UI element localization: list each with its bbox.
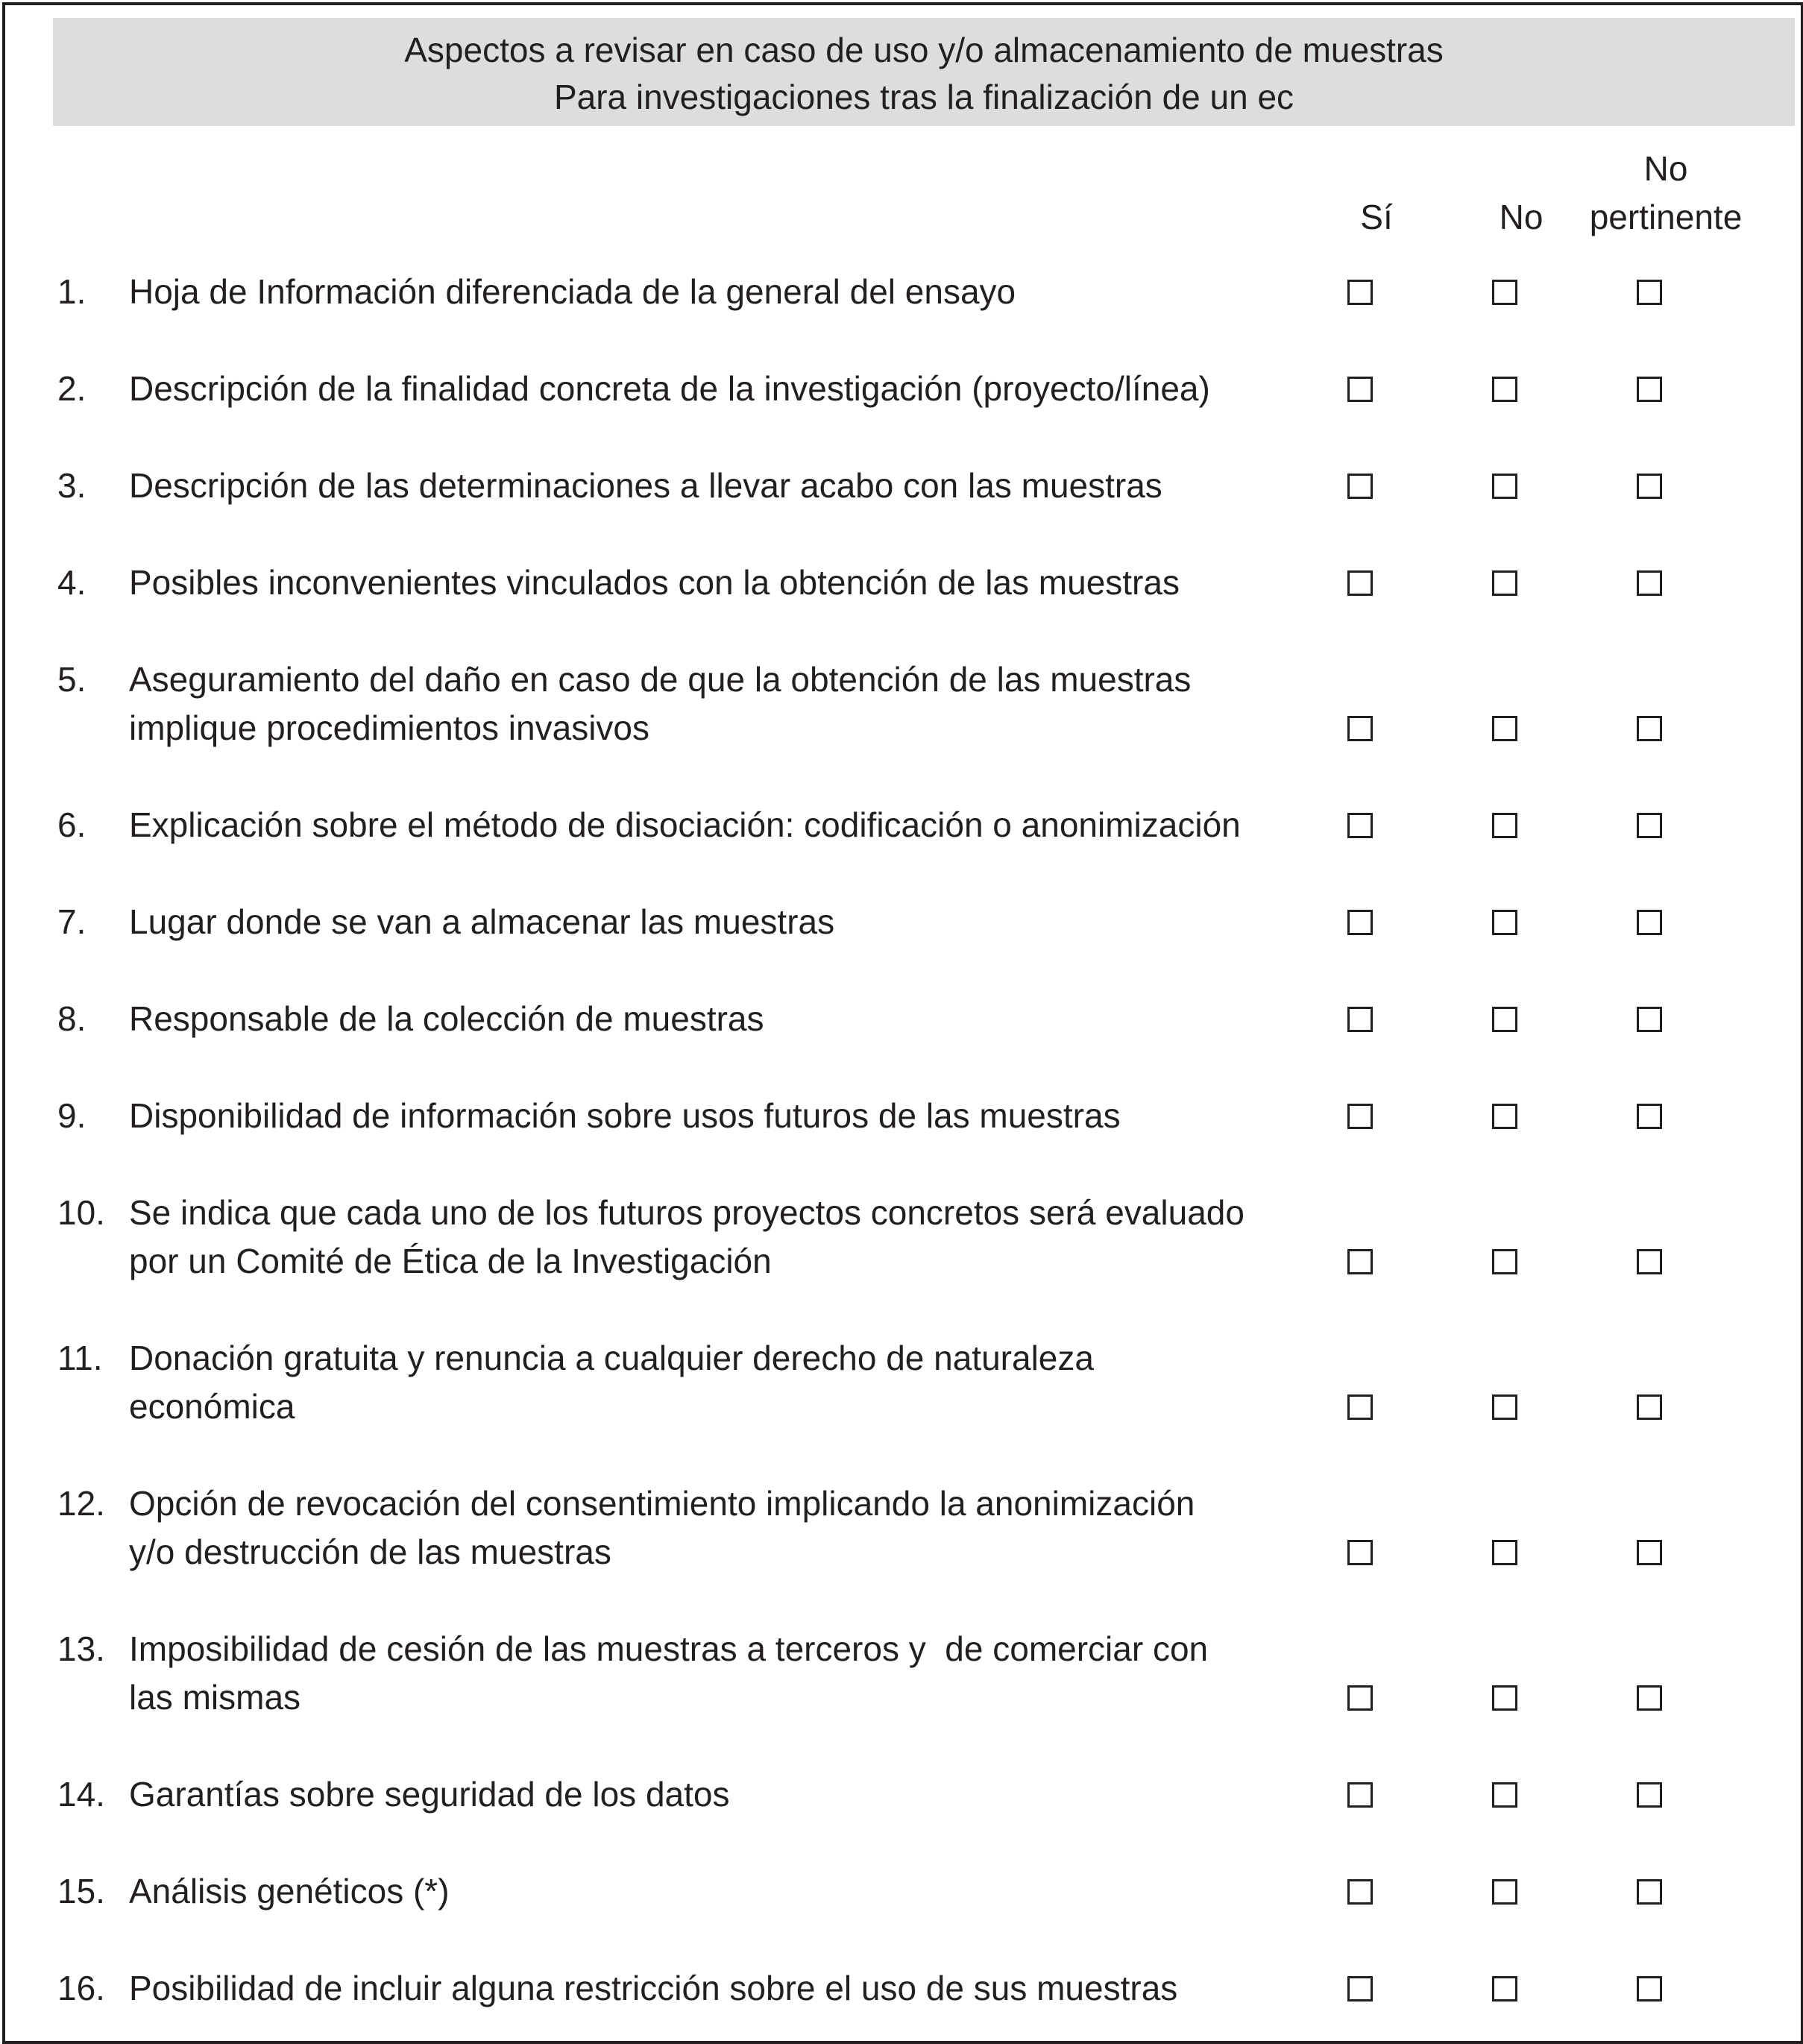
item-text: Descripción de las determinaciones a llevar acabo con las muestras: [129, 466, 1162, 505]
item-text: Responsable de la colección de muestras: [129, 999, 764, 1038]
item-number: 3.: [57, 466, 86, 505]
item-text: Explicación sobre el método de disociación: codificación o anonimización: [129, 805, 1241, 844]
checkbox-no[interactable]: [1492, 1879, 1517, 1905]
checkbox-no-pertinente[interactable]: [1637, 377, 1662, 402]
checkbox-si[interactable]: [1347, 570, 1373, 596]
item-number: 4.: [57, 563, 86, 602]
checkbox-si[interactable]: [1347, 1685, 1373, 1711]
checkbox-no[interactable]: [1492, 910, 1517, 935]
header-band: [53, 18, 1795, 126]
checkbox-no-pertinente[interactable]: [1637, 1685, 1662, 1711]
item-number: 15.: [57, 1872, 105, 1911]
checkbox-no-pertinente[interactable]: [1637, 1249, 1662, 1274]
checkbox-no[interactable]: [1492, 1249, 1517, 1274]
checkbox-no-pertinente[interactable]: [1637, 1104, 1662, 1129]
checkbox-si[interactable]: [1347, 1540, 1373, 1565]
item-text: Donación gratuita y renuncia a cualquier derecho de naturaleza económica: [129, 1339, 1094, 1426]
checkbox-no-pertinente[interactable]: [1637, 1782, 1662, 1808]
item-text: Imposibilidad de cesión de las muestras a terceros y de comerciar con las mismas: [129, 1629, 1209, 1717]
item-text: Opción de revocación del consentimiento implicando la anonimización y/o destrucción de las muestras: [129, 1484, 1195, 1571]
item-number: 14.: [57, 1775, 105, 1814]
item-number: 11.: [57, 1339, 103, 1377]
item-number: 16.: [57, 1969, 105, 2007]
column-header-no: No: [1499, 198, 1544, 236]
item-text: Análisis genéticos (*): [129, 1872, 450, 1911]
checkbox-no[interactable]: [1492, 1007, 1517, 1032]
checkbox-no-pertinente[interactable]: [1637, 813, 1662, 838]
item-number: 13.: [57, 1629, 105, 1668]
column-header-no-pertinente-line1: No: [1643, 149, 1688, 188]
checkbox-si[interactable]: [1347, 716, 1373, 741]
checkbox-si[interactable]: [1347, 1104, 1373, 1129]
column-header-no-pertinente-line2: pertinente: [1589, 198, 1743, 236]
checkbox-si[interactable]: [1347, 377, 1373, 402]
checkbox-si[interactable]: [1347, 1879, 1373, 1905]
checkbox-no[interactable]: [1492, 1394, 1517, 1420]
checkbox-no-pertinente[interactable]: [1637, 1394, 1662, 1420]
checkbox-no-pertinente[interactable]: [1637, 910, 1662, 935]
checkbox-no-pertinente[interactable]: [1637, 1007, 1662, 1032]
checkbox-no-pertinente[interactable]: [1637, 280, 1662, 305]
checkbox-no-pertinente[interactable]: [1637, 1976, 1662, 2001]
item-number: 5.: [57, 660, 86, 699]
item-number: 10.: [57, 1193, 105, 1232]
checklist-form: [2, 2, 1803, 2044]
checkbox-no[interactable]: [1492, 813, 1517, 838]
item-number: 12.: [57, 1484, 105, 1523]
checkbox-si[interactable]: [1347, 474, 1373, 499]
item-text: Garantías sobre seguridad de los datos: [129, 1775, 730, 1814]
checkbox-no[interactable]: [1492, 716, 1517, 741]
checkbox-no-pertinente[interactable]: [1637, 1540, 1662, 1565]
checkbox-no[interactable]: [1492, 1685, 1517, 1711]
header-title-line2: Para investigaciones tras la finalización de un ec: [553, 78, 1294, 116]
checkbox-no-pertinente[interactable]: [1637, 1879, 1662, 1905]
item-number: 7.: [57, 902, 86, 941]
item-text: Disponibilidad de información sobre usos futuros de las muestras: [129, 1096, 1121, 1135]
checkbox-si[interactable]: [1347, 813, 1373, 838]
checkbox-si[interactable]: [1347, 1249, 1373, 1274]
checkbox-si[interactable]: [1347, 1394, 1373, 1420]
item-number: 9.: [57, 1096, 86, 1135]
checkbox-no-pertinente[interactable]: [1637, 570, 1662, 596]
checkbox-no-pertinente[interactable]: [1637, 716, 1662, 741]
item-number: 6.: [57, 805, 86, 844]
checkbox-no[interactable]: [1492, 1104, 1517, 1129]
checkbox-no[interactable]: [1492, 570, 1517, 596]
item-text: Lugar donde se van a almacenar las muestras: [129, 902, 835, 941]
item-text: Posibles inconvenientes vinculados con la obtención de las muestras: [129, 563, 1180, 602]
item-text: Posibilidad de incluir alguna restricción sobre el uso de sus muestras: [129, 1969, 1178, 2007]
item-text: Descripción de la finalidad concreta de la investigación (proyecto/línea): [129, 369, 1210, 408]
checkbox-si[interactable]: [1347, 1782, 1373, 1808]
checkbox-si[interactable]: [1347, 1976, 1373, 2001]
item-text: Hoja de Información diferenciada de la general del ensayo: [129, 272, 1016, 311]
checkbox-no-pertinente[interactable]: [1637, 474, 1662, 499]
checkbox-no[interactable]: [1492, 1976, 1517, 2001]
column-header-si: Sí: [1360, 198, 1393, 236]
checkbox-no[interactable]: [1492, 280, 1517, 305]
checkbox-no[interactable]: [1492, 1782, 1517, 1808]
checkbox-no[interactable]: [1492, 1540, 1517, 1565]
checkbox-no[interactable]: [1492, 377, 1517, 402]
checkbox-no[interactable]: [1492, 474, 1517, 499]
checkbox-si[interactable]: [1347, 910, 1373, 935]
header-title-line1: Aspectos a revisar en caso de uso y/o almacenamiento de muestras: [404, 31, 1444, 69]
item-text: Aseguramiento del daño en caso de que la obtención de las muestras implique procedimientos invasivos: [129, 660, 1192, 747]
item-number: 1.: [57, 272, 86, 311]
checkbox-si[interactable]: [1347, 1007, 1373, 1032]
checkbox-si[interactable]: [1347, 280, 1373, 305]
item-number: 2.: [57, 369, 86, 408]
item-number: 8.: [57, 999, 86, 1038]
item-text: Se indica que cada uno de los futuros proyectos concretos será evaluado por un Comité de Ética de la Investigación: [129, 1193, 1245, 1280]
